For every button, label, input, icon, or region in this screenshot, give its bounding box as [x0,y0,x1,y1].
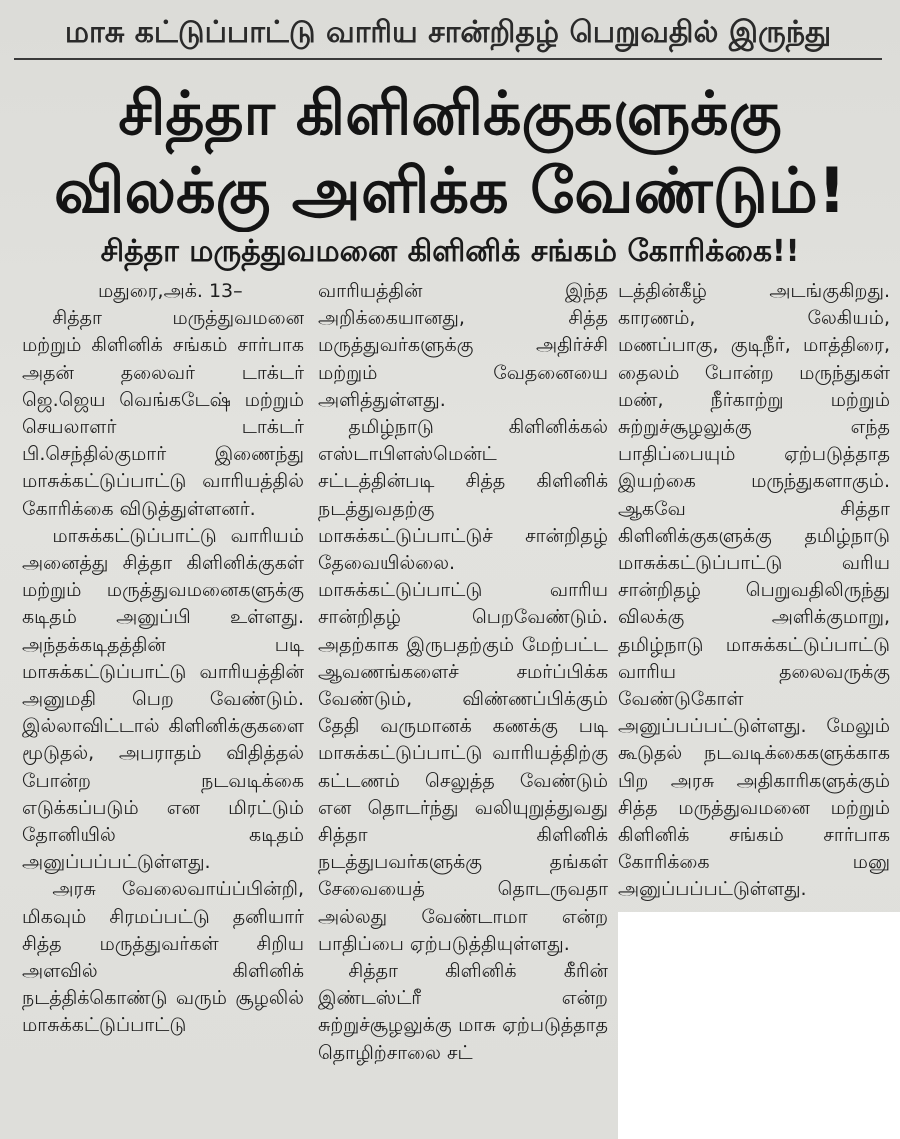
article-paragraph: சித்தா கிளினிக் கீரின் இண்டஸ்ட்ரீ என்ற சுற்றுச்சூழலுக்கு மாசு ஏற்படுத்தாத தொழிற்சாலை சட் [318,960,608,1064]
article-column-2 [318,278,608,1139]
article-column-3 [618,278,890,908]
article-paragraph: மாசுக்கட்டுப்பாட்டு வாரியம் அனைத்து சித்தா கிளினிக்குகள் மற்றும் மருத்துவமனைகளுக்கு கடிதம் அனுப்பி உள்ளது. அந்தக்கடிதத்தின் படி மாசுக்கட்டுப்பாட்டு வாரியத்தின் அனுமதி பெற வேண்டும். இல்லாவிட்டால் கிளினிக்குகளை மூடுதல், அபராதம் விதித்தல் போன்ற நடவடிக்கை எடுக்கப்படும் என மிரட்டும் தோனியில் கடிதம் அனுப்பப்பட்டுள்ளது. [22,524,304,874]
subheadline: சித்தா மருத்துவமனை கிளினிக் சங்கம் கோரிக்கை!! [100,234,800,269]
article-paragraph: தமிழ்நாடு கிளினிக்கல் எஸ்டாபிளஸ்மென்ட் சட்டத்தின்படி சித்த கிளினிக் நடத்துவதற்கு மாசுக்கட்டுப்பாட்டுச் சான்றிதழ் தேவையில்லை. மாசுக்கட்டுப்பாட்டு வாரிய சான்றிதழ் பெறவேண்டும். அதற்காக இருபதற்கும் மேற்பட்ட ஆவணங்களைச் சமர்ப்பிக்க வேண்டும், விண்ணப்பிக்கும் தேதி வருமானக் கணக்கு படி மாசுக்கட்டுப்பாட்டு வாரியத்திற்கு கட்டணம் செலுத்த வேண்டும் என தொடர்ந்து வலியுறுத்துவது சித்தா கிளினிக் நடத்துபவர்களுக்கு தங்கள் சேவையைத் தொடருவதா அல்லது வேண்டாமா என்ற பாதிப்பை ஏற்படுத்தியுள்ளது. [318,416,608,955]
kicker-headline: மாசு கட்டுப்பாட்டு வாரிய சான்றிதழ் பெறுவதில் இருந்து [14,8,882,60]
article-paragraph: வாரியத்தின் இந்த அறிக்கையானது, சித்த மருத்துவர்களுக்கு அதிர்ச்சி மற்றும் வேதனையை அளித்துள்ளது. [318,280,608,411]
article-column-1 [22,278,304,1139]
headline-line-2: விலக்கு அளிக்க வேண்டும்! [53,154,847,227]
dateline: மதுரை,அக். 13– [98,280,243,302]
headline-line-1: சித்தா கிளினிக்குகளுக்கு [118,79,782,149]
blank-area [618,912,900,1139]
article-paragraph: டத்தின்கீழ் அடங்குகிறது. காரணம், லேகியம், மணப்பாகு, குடிநீர், மாத்திரை, தைலம் போன்ற மருந்துகள் மண், நீர்காற்று மற்றும் சுற்றுச்சூழலுக்கு எந்த பாதிப்பையும் ஏற்படுத்தாத இயற்கை மருந்துகளாகும். ஆகவே சித்தா கிளினிக்குகளுக்கு தமிழ்நாடு மாசுக்கட்டுப்பாட்டு வரிய சான்றிதழ் பெறுவதிலிருந்து விலக்கு அளிக்குமாறு, தமிழ்நாடு மாசுக்கட்டுப்பாட்டு வாரிய தலைவருக்கு வேண்டுகோள் அனுப்பப்பட்டுள்ளது. மேலும் கூடுதல் நடவடிக்கைகளுக்காக பிற அரசு அதிகாரிகளுக்கும் சித்த மருத்துவமனை மற்றும் கிளினிக் சங்கம் சார்பாக கோரிக்கை மனு அனுப்பப்பட்டுள்ளது. [618,280,890,901]
article-paragraph: அரசு வேலைவாய்ப்பின்றி, மிகவும் சிரமப்பட்டு தனியார் சித்த மருத்துவர்கள் சிறிய அளவில் கிளினிக் நடத்திக்கொண்டு வரும் சூழலில் மாசுக்கட்டுப்பாட்டு [22,878,304,1037]
article-paragraph: சித்தா மருத்துவமனை மற்றும் கிளினிக் சங்கம் சார்பாக அதன் தலைவர் டாக்டர் ஜெ.ஜெய வெங்கடேஷ் மற்றும் செயலாளர் டாக்டர் பி.செந்தில்குமார் இணைந்து மாசுக்கட்டுப்பாட்டு வாரியத்தில் கோரிக்கை விடுத்துள்ளனர். [22,307,304,520]
